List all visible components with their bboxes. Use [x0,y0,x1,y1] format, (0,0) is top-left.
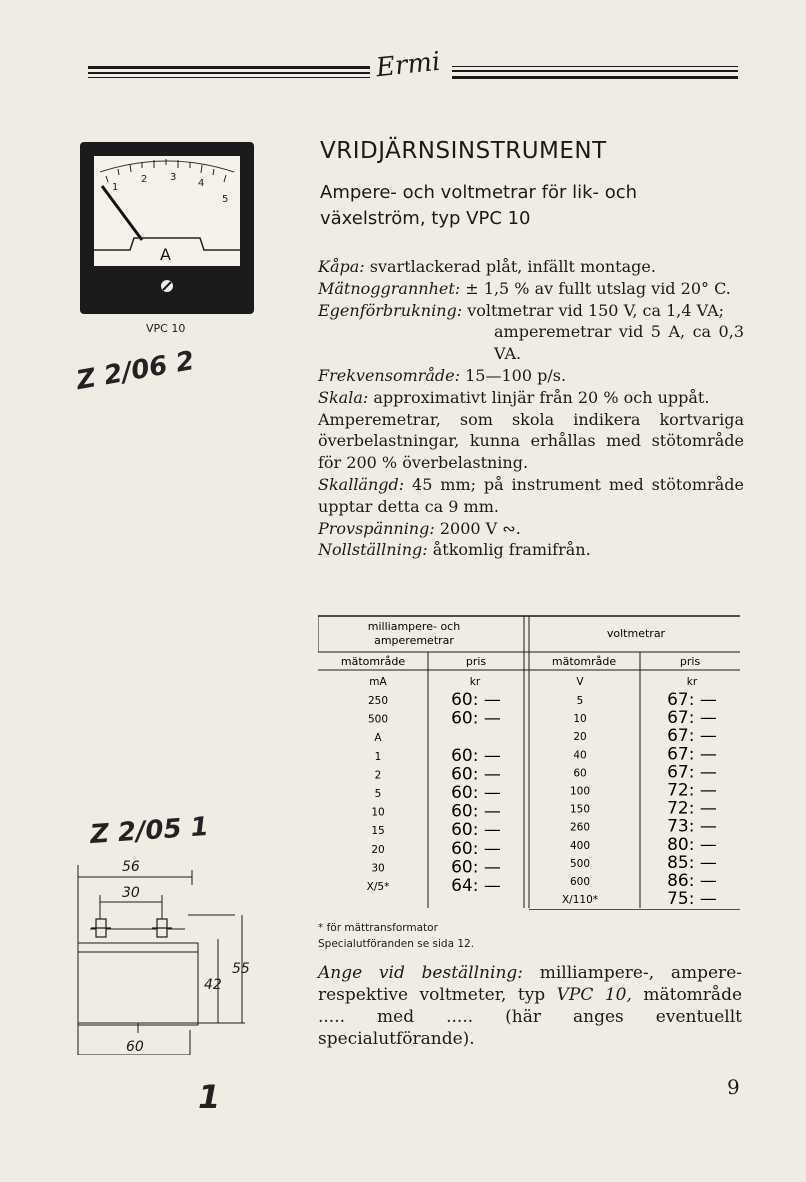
right-price-cell: 67: — [667,690,717,710]
dial-number-1: 1 [112,182,119,193]
right-price-cell: 86: — [667,871,717,891]
right-range-cell: 5 [576,695,584,707]
spec-label: Skala: [318,387,369,407]
table-group-2: voltmetrar [606,627,666,640]
unit-left-price: kr [469,676,481,688]
spec-value: svartlackerad plåt, infällt montage. [369,257,656,276]
right-range-cell: 500 [569,857,591,870]
footnote-line-2: Specialutföranden se sida 12. [318,938,475,950]
spec-label: Nollställning: [318,540,428,560]
left-range-cell: 30 [371,862,385,875]
price-table [318,612,740,910]
handwritten-note-3: 1 [198,1078,221,1116]
spec-label: Kåpa: [318,257,365,276]
left-range-cell: 2 [374,769,382,782]
right-range-cell: 10 [573,713,587,726]
left-price-cell: 60: — [451,857,501,878]
left-price-cell: 64: — [451,876,501,896]
table-group-1-line1: milliampere- och [367,620,461,633]
right-price-cell: 72: — [667,780,717,801]
page-number: 9 [727,1075,740,1099]
right-price-cell: 75: — [667,889,717,910]
column-header-range: mätområde [551,655,617,668]
dial-number-2: 2 [141,174,148,185]
right-price-cell: 72: — [667,798,717,819]
left-price-cell: 60: — [451,801,501,822]
left-price-cell: 60: — [451,690,501,710]
right-range-cell: 260 [569,821,591,834]
left-price-cell: 60: — [451,764,501,785]
header-rule-right-1 [452,66,738,67]
spec-label: Provspänning: [318,518,435,538]
spec-value: 45 mm; på instrument med stötområde upptar detta ca 9 mm. [318,474,745,516]
left-price-cell: 60: — [451,708,501,729]
spec-value: amperemetrar vid 5 A, ca 0,3 VA. [494,322,744,364]
spec-value: approximativt linjär från 20 % och uppåt. [373,387,710,407]
left-price-cell: 60: — [451,745,501,766]
instrument-caption: VPC 10 [146,322,186,335]
dim-30: 30 [122,885,140,901]
header-rule-left-1 [88,66,370,69]
right-range-cell: 400 [569,839,591,852]
left-range-cell: 15 [371,825,385,838]
page-subtitle: Ampere- och voltmetrar för lik- och växelström, typ VPC 10 [320,182,638,229]
column-header-price: pris [465,655,487,668]
right-range-cell: 60 [573,767,587,780]
left-range-cell: A [374,732,382,745]
left-range-cell: 5 [374,788,382,800]
specifications [318,256,744,561]
right-price-cell: 67: — [667,744,717,765]
dial-number-5: 5 [222,194,229,205]
left-price-cell: 60: — [451,783,501,803]
handwritten-note-2: Z 2/05 1 [89,811,210,851]
unit-letter: A [160,245,171,264]
table-group-1-line2: amperemetrar [374,634,454,647]
right-price-cell: 80: — [667,834,717,855]
right-price-cell: 67: — [667,708,717,729]
left-range-cell: 10 [371,806,385,819]
right-range-cell: 20 [573,731,587,744]
page-title: VRIDJÄRNSINSTRUMENT [320,138,607,164]
right-price-cell: 67: — [667,762,717,783]
right-price-cell: 67: — [667,726,717,747]
spec-value: ± 1,5 % av fullt utslag vid 20° C. [465,278,731,298]
dim-60: 60 [126,1039,144,1055]
unit-right-price: kr [686,676,698,688]
ampere-note: Amperemetrar, som skola indikera kortvariga överbelastningar, kunna erhållas med stötområde för 200 % överbelastning. [318,409,744,473]
dimension-drawing [70,855,250,1055]
handwritten-note-1: Z 2/06 2 [74,345,197,397]
spec-label: Skallängd: [318,474,405,494]
unit-right-range: V [576,676,584,688]
dim-55: 55 [232,961,250,977]
right-range-cell: 600 [569,876,591,888]
order-text: milliampere-, ampere- respektive voltmeter, typ [318,963,742,1005]
header-rule-left-2 [88,72,370,74]
spec-value: voltmetrar vid 150 V, ca 1,4 VA; [467,300,725,320]
spec-value: 2000 V ∾. [439,518,521,538]
spec-value: åtkomlig framifrån. [432,540,591,560]
unit-left-range: mA [369,676,387,688]
right-price-cell: 85: — [667,852,717,873]
order-instructions [318,962,742,1050]
left-range-cell: X/5* [366,881,390,893]
right-range-cell: 40 [573,749,587,762]
column-header-range: mätområde [340,655,406,668]
dim-42: 42 [204,977,222,993]
left-range-cell: 500 [367,713,389,726]
order-label: Ange vid beställning: [318,963,523,983]
header-rule-right-2 [452,70,738,72]
dial-number-3: 3 [170,172,177,183]
spec-label: Mätnoggrannhet: [318,278,461,298]
left-range-cell: 250 [367,695,389,707]
brand-logo: Ermi [374,46,442,84]
spec-label: Egenförbrukning: [318,300,463,320]
right-range-cell: X/110* [561,894,599,907]
dim-56: 56 [122,859,140,875]
dial-number-4: 4 [198,178,205,189]
header-rule-right-3 [452,76,738,79]
left-price-cell: 60: — [451,838,501,859]
spec-value: 15—100 p/s. [465,365,567,385]
column-header-price: pris [679,655,701,668]
footnote-line-1: * för mättransformator [318,922,438,934]
order-type: VPC 10, [556,985,632,1005]
header-rule-left-3 [88,77,370,78]
right-price-cell: 73: — [667,816,717,837]
table-footnote [318,920,474,952]
spec-label: Frekvensområde: [318,365,461,385]
instrument-image [80,142,254,314]
left-range-cell: 20 [371,843,385,856]
right-range-cell: 100 [569,785,591,798]
order-text-2: mätområde ..... med ..... (här anges eventuellt specialutförande). [318,985,743,1049]
left-price-cell: 60: — [451,820,501,841]
right-range-cell: 150 [569,803,591,816]
left-range-cell: 1 [374,750,382,763]
